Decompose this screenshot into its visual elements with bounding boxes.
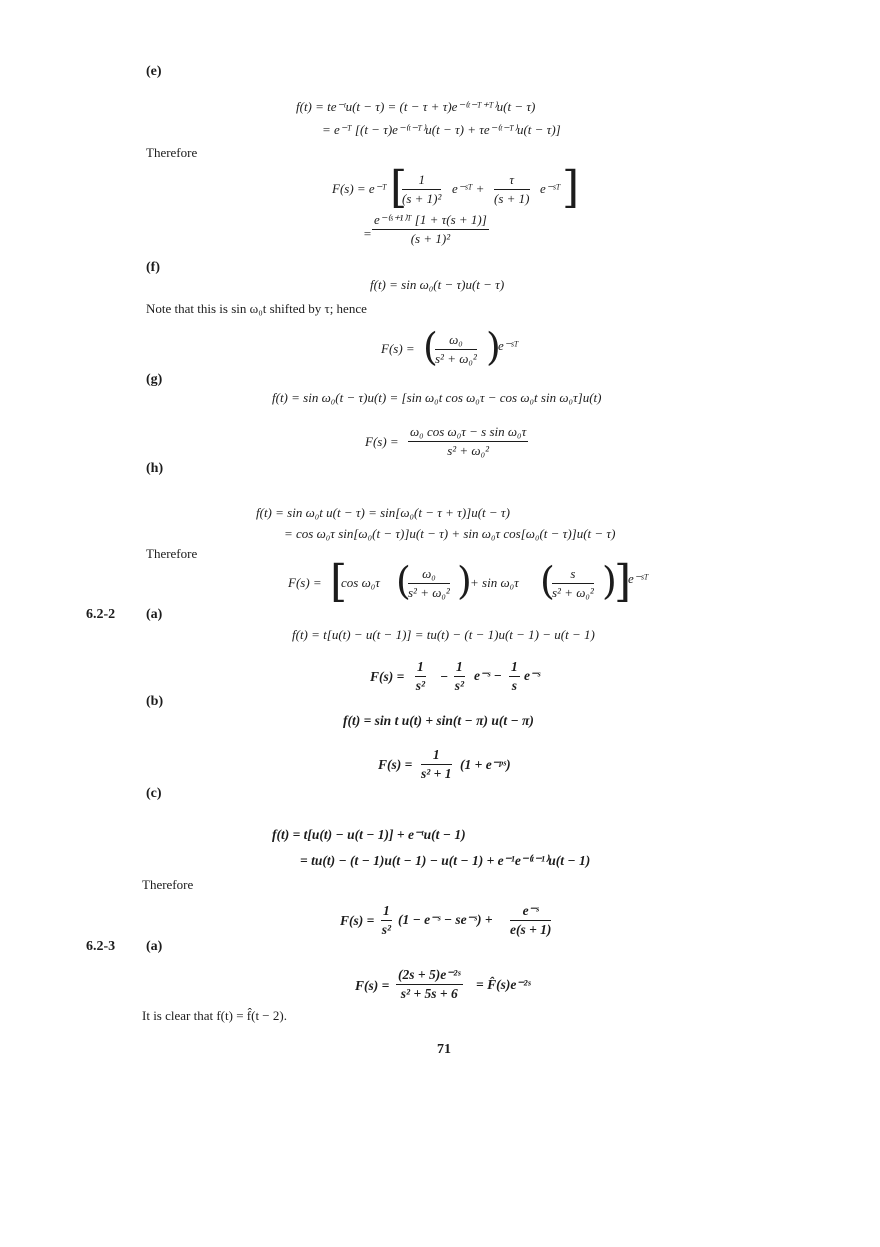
- p623-a-F-end: = F̂(s)e⁻²ˢ: [476, 977, 531, 992]
- part-h-sin-term: + sin ω₀τ: [470, 575, 519, 590]
- part-h-fraction-2: [552, 566, 594, 601]
- p622-c-equation-line1: f(t) = t[u(t) − u(t − 1)] + e⁻ᵗu(t − 1): [272, 827, 466, 842]
- part-e-fraction-2: [494, 172, 530, 207]
- p623-a-F-lhs: F(s) =: [355, 978, 390, 993]
- fraction-numerator: ω₀: [408, 566, 450, 584]
- right-paren: ): [602, 559, 617, 603]
- p622-a-equation: f(t) = t[u(t) − u(t − 1)] = tu(t) − (t − 1)u(t − 1) − u(t − 1): [292, 627, 595, 642]
- right-bracket: ]: [562, 162, 580, 213]
- p622-c-equation-line2: = tu(t) − (t − 1)u(t − 1) − u(t − 1) + e⁻¹e⁻⁽ᵗ⁻¹⁾u(t − 1): [300, 853, 591, 868]
- p623-a-fraction: [396, 967, 463, 1002]
- fraction-denominator: s² + 5s + 6: [400, 986, 458, 1001]
- p622-a-fraction-3: [509, 659, 520, 694]
- part-f-equation: f(t) = sin ω₀(t − τ)u(t − τ): [370, 277, 505, 292]
- p622-c-F-lhs: F(s) =: [340, 913, 375, 928]
- fraction-denominator: s² + ω₀²: [552, 585, 594, 600]
- part-e-equation-line1: f(t) = te⁻ᵗu(t − τ) = (t − τ + τ)e⁻⁽ᵗ⁻ᵀ⁺ᵀ⁾u(t − τ): [296, 99, 536, 114]
- part-g-fraction: [408, 424, 528, 459]
- p622-part-a-label: (a): [146, 607, 163, 622]
- fraction-denominator: s² + ω₀²: [408, 585, 450, 600]
- p622-part-c-label: (c): [146, 786, 162, 801]
- p622-c-therefore: Therefore: [142, 877, 194, 892]
- fraction-numerator: 1: [454, 659, 465, 677]
- p622-b-F-lhs: F(s) =: [378, 757, 413, 772]
- part-f-note: Note that this is sin ω₀t shifted by τ; hence: [146, 301, 367, 316]
- part-e-F-lhs: F(s) = e⁻ᵀ: [332, 181, 387, 196]
- p622-a-minus: −: [440, 669, 449, 684]
- p622-a-fraction-1: [415, 659, 426, 694]
- p622-a-exp-end: e⁻ˢ: [524, 668, 541, 683]
- p622-b-equation: f(t) = sin t u(t) + sin(t − π) u(t − π): [343, 713, 534, 728]
- p622-c-fraction-1: [381, 903, 392, 938]
- fraction-denominator: e(s + 1): [510, 922, 552, 937]
- part-h-label: (h): [146, 461, 164, 476]
- left-paren: (: [396, 559, 411, 603]
- part-h-F-lhs: F(s) =: [288, 575, 322, 590]
- fraction-denominator: s² + 1: [421, 766, 452, 781]
- fraction-denominator: s²: [381, 922, 392, 937]
- fraction-denominator: s²: [415, 678, 426, 693]
- problem-number-6-2-3: 6.2-3: [86, 939, 116, 954]
- part-e-equation-line2: = e⁻ᵀ [(t − τ)e⁻⁽ᵗ⁻ᵀ⁾u(t − τ) + τe⁻⁽ᵗ⁻ᵀ⁾u(t − τ)]: [322, 122, 561, 137]
- fraction-numerator: τ: [494, 172, 530, 190]
- left-bracket: [: [330, 556, 348, 607]
- left-paren: (: [423, 325, 438, 369]
- part-g-F-lhs: F(s) =: [365, 434, 399, 449]
- part-e-fraction-1: [402, 172, 441, 207]
- fraction-denominator: s² + ω₀²: [435, 351, 477, 366]
- part-f-label: (f): [146, 260, 160, 275]
- part-f-fraction: [435, 332, 477, 367]
- fraction-numerator: 1: [402, 172, 441, 190]
- part-h-equation-line2: = cos ω₀τ sin[ω₀(t − τ)]u(t − τ) + sin ω₀τ cos[ω₀(t − τ)]u(t − τ): [284, 526, 616, 541]
- left-paren: (: [540, 559, 555, 603]
- fraction-denominator: s² + ω₀²: [447, 443, 490, 458]
- part-h-equation-line1: f(t) = sin ω₀t u(t − τ) = sin[ω₀(t − τ + τ)]u(t − τ): [256, 505, 510, 520]
- part-f-F-end: e⁻ˢᵀ: [498, 338, 519, 353]
- part-e-F-mid: e⁻ˢᵀ +: [452, 181, 485, 196]
- fraction-numerator: e⁻⁽ˢ⁺¹⁾ᵀ [1 + τ(s + 1)]: [372, 212, 489, 230]
- right-paren: ): [486, 325, 501, 369]
- fraction-numerator: 1: [421, 747, 452, 765]
- part-g-label: (g): [146, 372, 163, 387]
- p622-b-fraction: [421, 747, 452, 782]
- part-h-fraction-1: [408, 566, 450, 601]
- p623-a-conclusion: It is clear that f(t) = f̂(t − 2).: [142, 1008, 287, 1023]
- part-e-equals: =: [363, 226, 372, 241]
- fraction-numerator: 1: [415, 659, 426, 677]
- part-e-F-end: e⁻ˢᵀ: [540, 181, 561, 196]
- p622-a-F-lhs: F(s) =: [370, 669, 405, 684]
- fraction-denominator: (s + 1)²: [410, 231, 451, 246]
- fraction-denominator: s²: [454, 678, 465, 693]
- part-h-F-end: e⁻ˢᵀ: [628, 571, 649, 586]
- part-e-label: (e): [146, 64, 162, 79]
- fraction-numerator: s: [552, 566, 594, 584]
- fraction-denominator: (s + 1)²: [402, 191, 442, 206]
- page-number: 71: [437, 1042, 451, 1057]
- part-e-fraction-result: [372, 212, 489, 247]
- left-bracket: [: [390, 162, 408, 213]
- part-e-therefore: Therefore: [146, 145, 198, 160]
- fraction-denominator: s: [511, 678, 517, 693]
- right-paren: ): [457, 559, 472, 603]
- fraction-denominator: (s + 1): [494, 191, 530, 206]
- problem-number-6-2-2: 6.2-2: [86, 607, 116, 622]
- fraction-numerator: e⁻ˢ: [510, 903, 551, 921]
- p622-b-F-end: (1 + e⁻ᵖˢ): [460, 757, 511, 772]
- p622-c-F-mid: (1 − e⁻ˢ − se⁻ˢ) +: [398, 912, 493, 927]
- fraction-numerator: ω₀ cos ω₀τ − s sin ω₀τ: [408, 424, 528, 442]
- p622-a-fraction-2: [454, 659, 465, 694]
- p623-part-a-label: (a): [146, 939, 163, 954]
- fraction-numerator: 1: [509, 659, 520, 677]
- fraction-numerator: 1: [381, 903, 392, 921]
- fraction-numerator: (2s + 5)e⁻²ˢ: [396, 967, 463, 985]
- part-g-equation: f(t) = sin ω₀(t − τ)u(t) = [sin ω₀t cos ω₀τ − cos ω₀t sin ω₀τ]u(t): [272, 390, 602, 405]
- p622-c-fraction-2: [510, 903, 551, 938]
- part-h-cos-term: cos ω₀τ: [341, 575, 380, 590]
- fraction-numerator: ω₀: [435, 332, 477, 350]
- p622-part-b-label: (b): [146, 694, 164, 709]
- p622-a-exp-term: e⁻ˢ −: [474, 668, 502, 683]
- right-bracket: ]: [614, 556, 632, 607]
- part-h-therefore: Therefore: [146, 546, 198, 561]
- part-f-F-lhs: F(s) =: [381, 341, 415, 356]
